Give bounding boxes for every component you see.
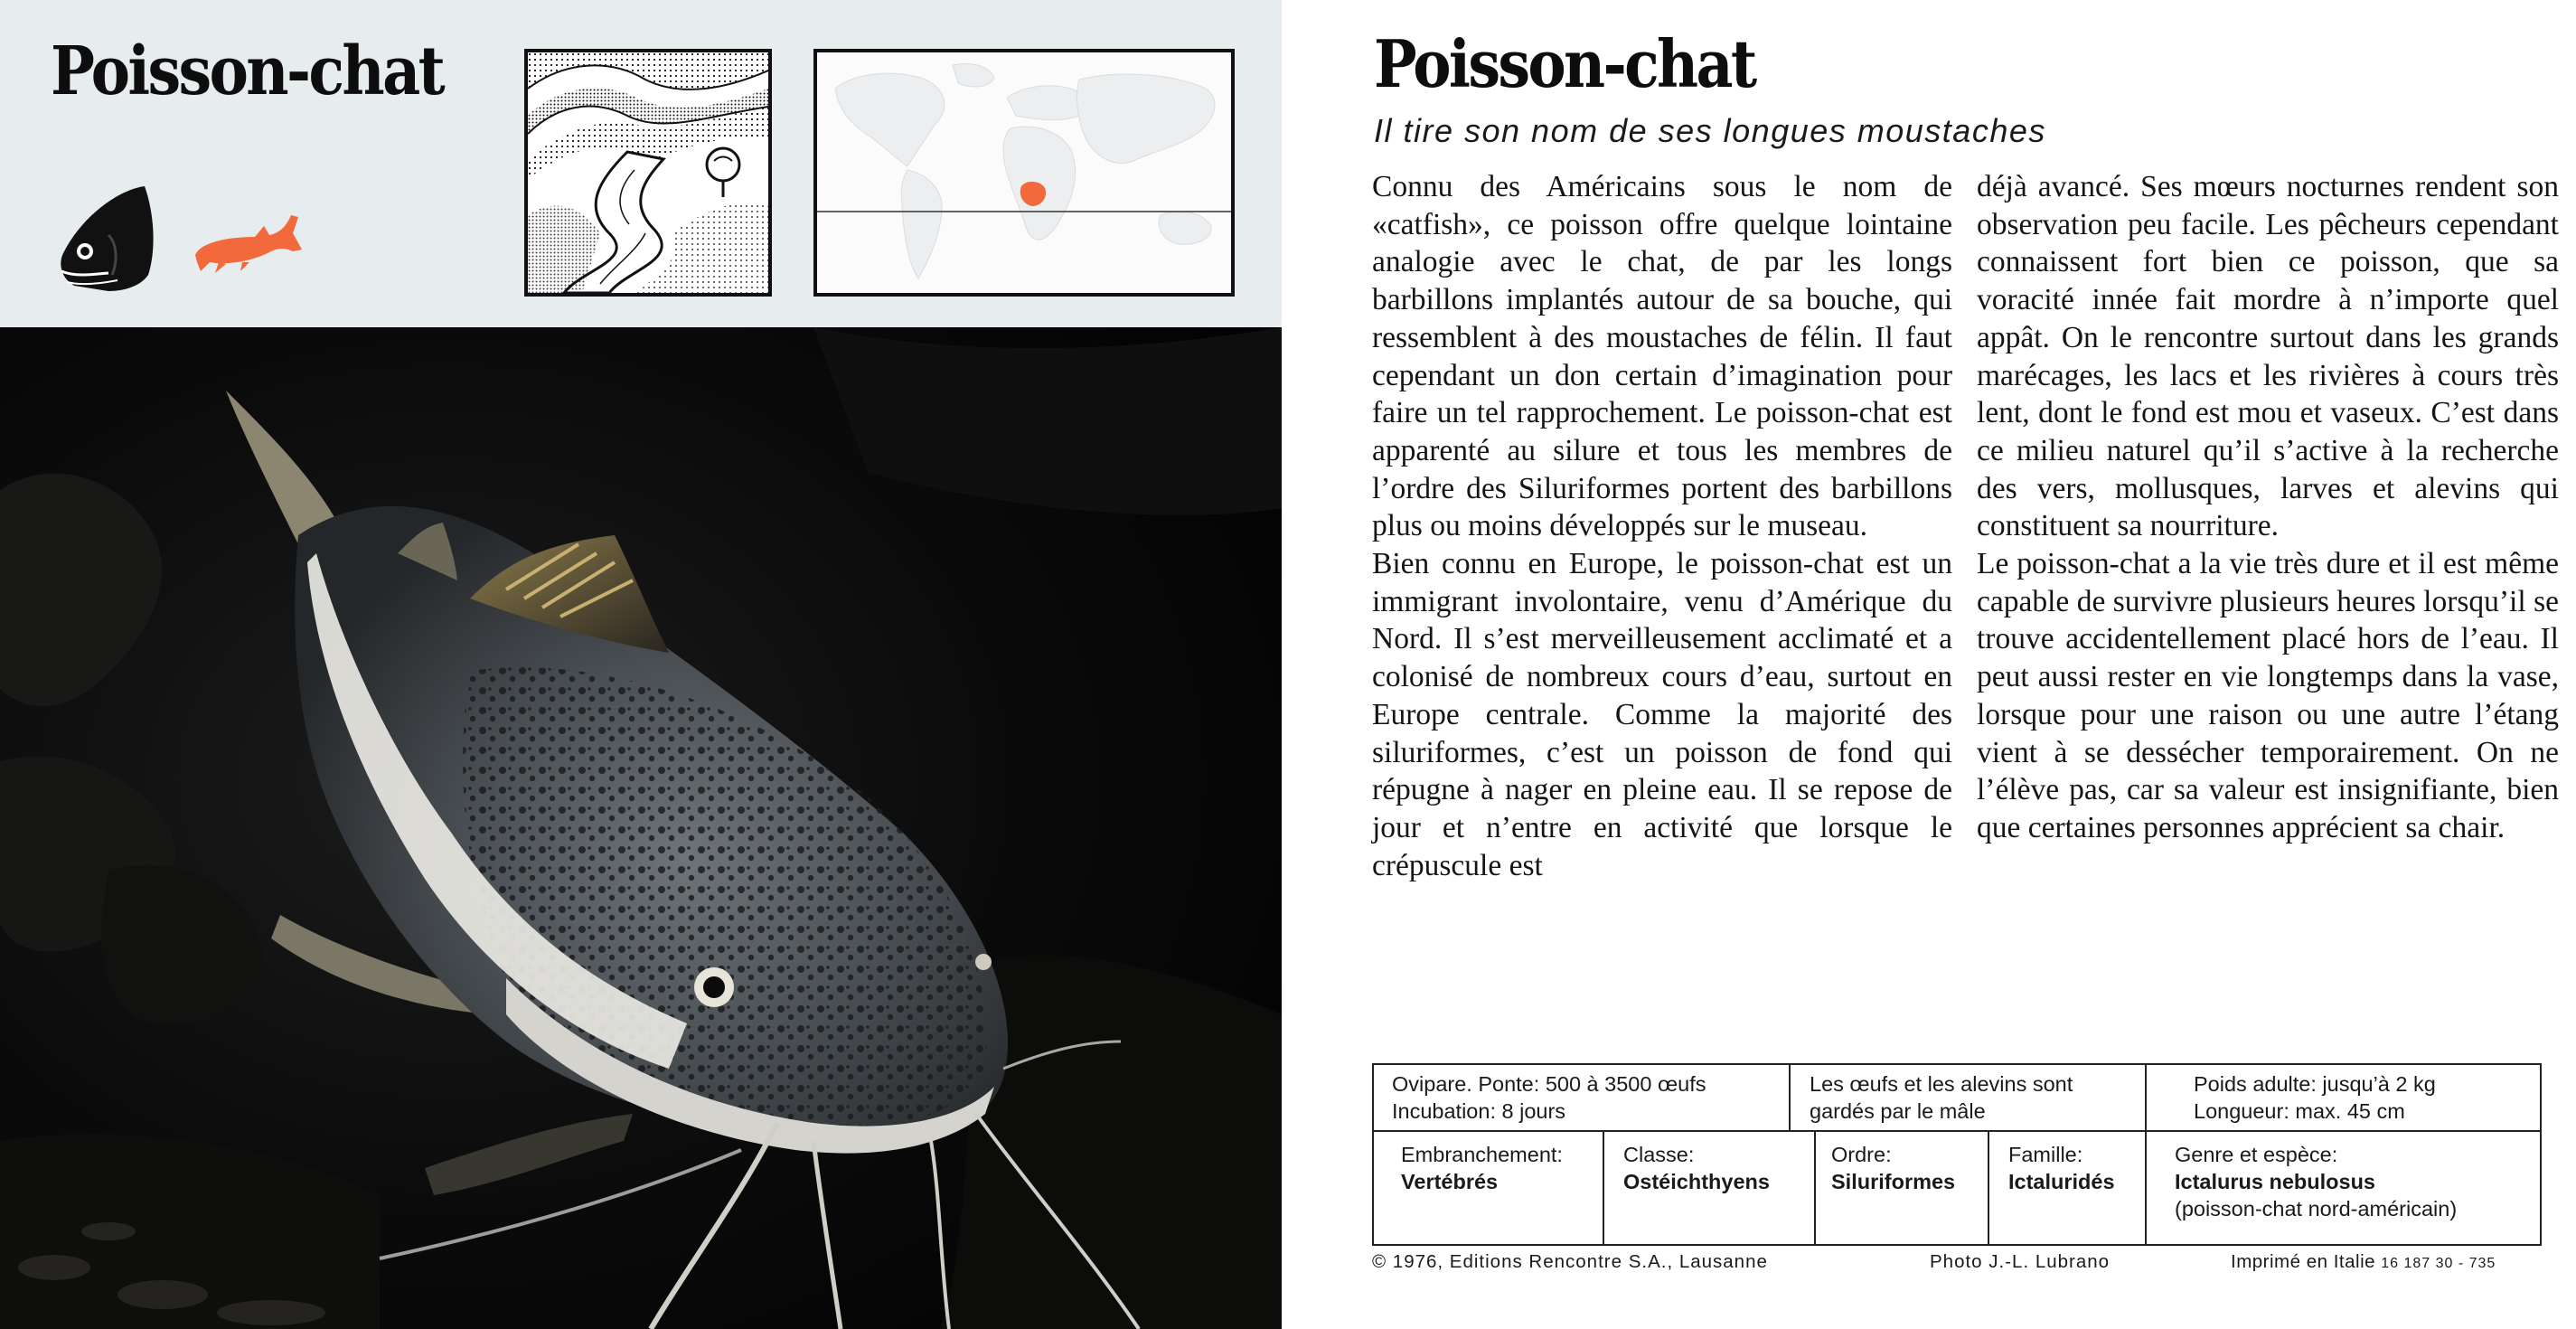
taxonomy-value: Vertébrés xyxy=(1401,1170,1499,1193)
taxonomy-value: Ictalurus nebulosus xyxy=(2175,1170,2375,1193)
text-column-right xyxy=(1977,168,2559,847)
table-divider xyxy=(1789,1065,1791,1130)
care-line: Les œufs et les alevins sont xyxy=(1810,1072,2073,1096)
paragraph: déjà avancé. Ses mœurs nocturnes rendent son observation peu facile. Les pêcheurs cependant connaissent fort bien ce poisson, que sa voracité innée fait mordre à n’importe quel appât. On le rencontre surtout dans les grands marécages, les lacs et les rivières à cours très lent, dont le fond est mou et vaseux. C’est dans ce milieu naturel qu’il s’active à la recherche des vers, mollusques, larves et alevins qui constituent sa nourriture. xyxy=(1977,170,2559,543)
size-line: Longueur: max. 45 cm xyxy=(2194,1099,2405,1123)
taxonomy-label: Embranchement: xyxy=(1401,1143,1563,1166)
printed-code: 16 187 30 - 735 xyxy=(2381,1256,2496,1271)
size-cell xyxy=(2194,1067,2436,1125)
photo-credit: Photo J.-L. Lubrano xyxy=(1930,1251,2111,1272)
reproduction-line: Ovipare. Ponte: 500 à 3500 œufs xyxy=(1392,1072,1706,1096)
card-front-title: Poisson-chat xyxy=(51,33,444,110)
table-divider xyxy=(1814,1130,1816,1246)
catfish-photo xyxy=(0,327,1282,1329)
fish-silhouette-icon xyxy=(192,206,305,278)
river-landscape-icon xyxy=(528,52,768,293)
table-divider xyxy=(1374,1130,2540,1132)
copyright-text: © 1976, Editions Rencontre S.A., Lausanne xyxy=(1372,1251,1768,1272)
taxonomy-value: Siluriformes xyxy=(1831,1170,1956,1193)
world-map-icon xyxy=(817,52,1231,293)
taxonomy-classe xyxy=(1623,1137,1770,1195)
table-divider xyxy=(2145,1065,2147,1130)
habitat-illustration xyxy=(524,49,772,297)
reproduction-cell xyxy=(1392,1067,1706,1125)
taxonomy-value: Ictaluridés xyxy=(2008,1170,2115,1193)
paragraph: Bien connu en Europe, le poisson-chat est un immigrant involontaire, venu d’Amérique du Nord. Il s’est merveilleusement acclimaté et a colonisé de nombreux cours d’eau, surtout en Europe centrale. Comme la majorité des siluriformes, c’est un poisson de fond qui répugne à nager en pleine eau. Il se repose de jour et n’entre en activité que lorsque le crépuscule est xyxy=(1372,547,1952,882)
paragraph: Le poisson-chat a la vie très dure et il est même capable de survivre plusieurs heures lorsqu’il se trouve accidentellement placé hors de l’eau. Il peut aussi rester en vie longtemps dans la vase, lorsque pour une raison ou une autre l’étang vient à se dessécher temporairement. On ne l’élève pas, car sa valeur est insignifiante, bien que certaines personnes apprécient sa chair. xyxy=(1977,547,2559,844)
taxonomy-label: Ordre: xyxy=(1831,1143,1892,1166)
care-cell xyxy=(1810,1067,2073,1125)
taxonomy-genre-espece xyxy=(2175,1137,2457,1222)
right-card xyxy=(1282,0,2576,1329)
distribution-map xyxy=(813,49,1235,297)
card-footer xyxy=(1372,1251,2547,1282)
card-subtitle: Il tire son nom de ses longues moustaches xyxy=(1374,112,2046,149)
taxonomy-embranchement xyxy=(1401,1137,1563,1195)
taxonomy-label: Famille: xyxy=(2008,1143,2083,1166)
fish-head-icon xyxy=(54,181,163,293)
care-line: gardés par le mâle xyxy=(1810,1099,1986,1123)
printed-text: Imprimé en Italie xyxy=(2231,1251,2376,1272)
taxonomy-famille xyxy=(2008,1137,2115,1195)
card-back-title: Poisson-chat xyxy=(1374,25,1755,102)
taxonomy-value: Ostéichthyens xyxy=(1623,1170,1770,1193)
printed-info xyxy=(2231,1251,2496,1273)
taxonomy-label: Classe: xyxy=(1623,1143,1695,1166)
taxonomy-ordre xyxy=(1831,1137,1955,1195)
info-table xyxy=(1372,1063,2542,1246)
reproduction-line: Incubation: 8 jours xyxy=(1392,1099,1566,1123)
table-divider xyxy=(1988,1130,1989,1246)
left-card xyxy=(0,0,1282,1329)
taxonomy-note: (poisson-chat nord-américain) xyxy=(2175,1197,2458,1221)
taxonomy-label: Genre et espèce: xyxy=(2175,1143,2338,1166)
text-column-left xyxy=(1372,168,1952,884)
paragraph: Connu des Américains sous le nom de «catfish», ce poisson offre quelque lointaine analogie avec le chat, de par les longs barbillons implantés autour de sa bouche, qui ressemblent à des moustaches de félin. Il faut cependant un don certain d’imagination pour faire un tel rapprochement. Le poisson-chat est apparenté au silure et tous les membres de l’ordre des Siluriformes portent des barbillons plus ou moins développés sur le museau. xyxy=(1372,170,1952,543)
table-divider xyxy=(1603,1130,1604,1246)
size-line: Poids adulte: jusqu’à 2 kg xyxy=(2194,1072,2436,1096)
card-header xyxy=(0,0,1282,327)
table-divider xyxy=(2145,1130,2147,1246)
